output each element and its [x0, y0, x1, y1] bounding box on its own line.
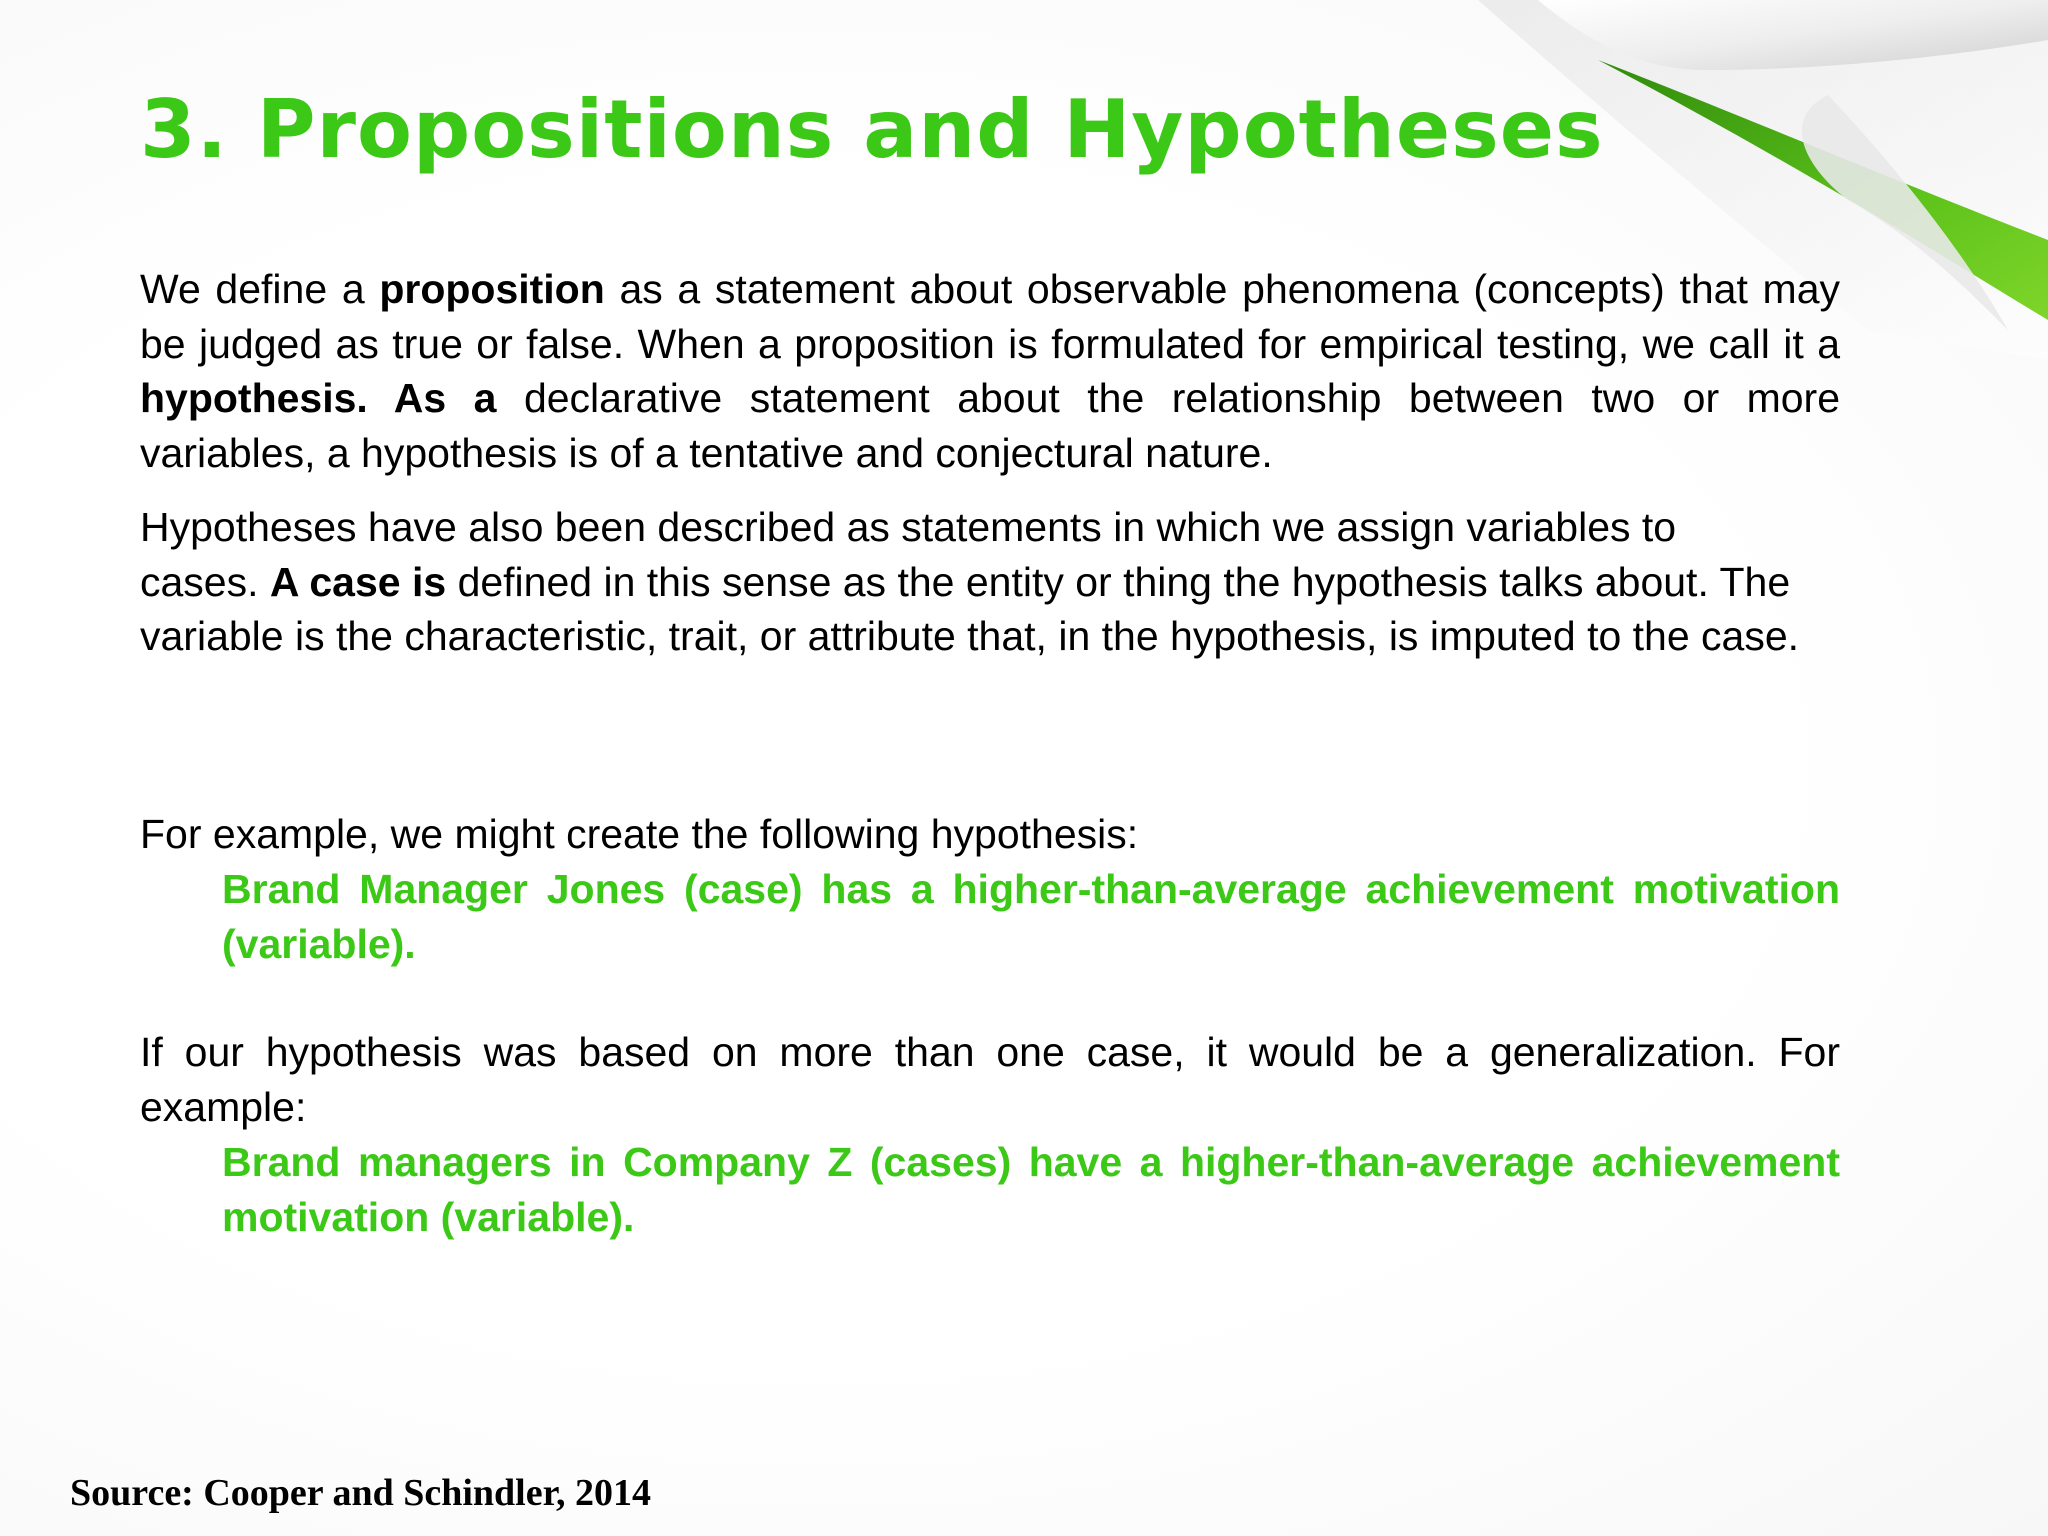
- bold-term-proposition: proposition: [379, 266, 605, 312]
- example-hypothesis-case: Brand Manager Jones (case) has a higher-than-average achievement motivation (variable).: [222, 866, 1840, 967]
- paragraph-proposition-definition: [140, 262, 1840, 480]
- source-citation: Source: Cooper and Schindler, 2014: [70, 1472, 651, 1514]
- slide-title: 3. Propositions and Hypotheses: [140, 83, 1604, 176]
- example-hypothesis-generalization: Brand managers in Company Z (cases) have a higher-than-average achievement motivation (variable).: [222, 1139, 1840, 1240]
- bold-term-hypothesis: hypothesis. As a: [140, 375, 497, 421]
- paragraph-generalization: If our hypothesis was based on more than one case, it would be a generalization. For example:: [140, 1029, 1840, 1130]
- paragraph-text: Hypotheses have also been described as statements in which we assign variables to cases.: [140, 504, 1677, 605]
- paragraph-example-intro: For example, we might create the following hypothesis:: [140, 811, 1139, 857]
- paragraph-cases-definition: [140, 500, 1800, 664]
- paragraph-text: defined in this sense as the entity or thing the hypothesis talks about. The variable is the characteristic, trait, or attribute that, in the hypothesis, is imputed to the case.: [140, 558, 1800, 659]
- bold-term-case: A case is: [269, 558, 447, 605]
- paragraph-text: declarative statement about the relationship between two or more variables, a hypothesis is of a tentative and conjectural nature.: [140, 375, 1840, 476]
- paragraph-text: We define a: [140, 266, 380, 312]
- paragraph-text: as a statement about observable phenomena (concepts) that may be judged as true or false. When a proposition is formulated for empirical testing, we call it a: [140, 266, 1841, 367]
